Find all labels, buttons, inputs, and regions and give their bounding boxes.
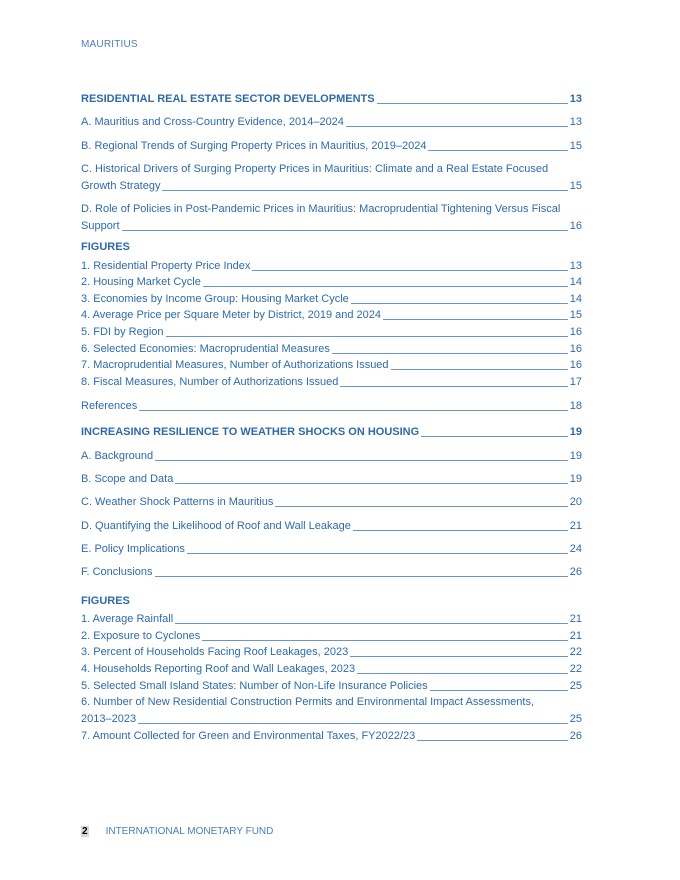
figure-entry[interactable]: 2. Housing Market Cycle 14 xyxy=(81,276,582,288)
figure-entry[interactable]: 7. Amount Collected for Green and Environmental Taxes, FY2022/23 26 xyxy=(81,730,582,742)
figure-entry[interactable]: 4. Average Price per Square Meter by District, 2019 and 2024 15 xyxy=(81,309,582,321)
toc-entry[interactable]: E. Policy Implications 24 xyxy=(81,543,582,555)
references-entry[interactable]: References 18 xyxy=(81,400,582,412)
figure-entry[interactable]: 3. Economies by Income Group: Housing Market Cycle 14 xyxy=(81,293,582,305)
toc-entry[interactable]: A. Mauritius and Cross-Country Evidence, 2014–2024 13 xyxy=(81,116,582,128)
figure-entry[interactable]: 5. Selected Small Island States: Number of Non-Life Insurance Policies 25 xyxy=(81,680,582,692)
toc-entry[interactable]: C. Weather Shock Patterns in Mauritius 20 xyxy=(81,496,582,508)
toc-entry[interactable]: F. Conclusions 26 xyxy=(81,566,582,578)
toc-entry[interactable]: B. Scope and Data 19 xyxy=(81,473,582,485)
toc-section-title[interactable]: RESIDENTIAL REAL ESTATE SECTOR DEVELOPMENTS 13 xyxy=(81,93,582,105)
toc-entry[interactable]: B. Regional Trends of Surging Property Prices in Mauritius, 2019–2024 15 xyxy=(81,140,582,152)
toc-entry[interactable]: C. Historical Drivers of Surging Property Prices in Mauritius: Climate and a Real Estate Focused Growth Strategy 15 xyxy=(81,163,582,192)
figure-entry[interactable]: 2. Exposure to Cyclones 21 xyxy=(81,630,582,642)
figure-entry[interactable]: 4. Households Reporting Roof and Wall Leakages, 2023 22 xyxy=(81,663,582,675)
figures-heading: FIGURES xyxy=(81,241,130,253)
figure-entry[interactable]: 7. Macroprudential Measures, Number of Authorizations Issued 16 xyxy=(81,359,582,371)
figure-entry[interactable]: 3. Percent of Households Facing Roof Leakages, 2023 22 xyxy=(81,646,582,658)
page-number: 2 xyxy=(82,826,88,837)
toc-entry[interactable]: D. Quantifying the Likelihood of Roof and Wall Leakage 21 xyxy=(81,520,582,532)
toc-entry[interactable]: A. Background 19 xyxy=(81,450,582,462)
page-footer xyxy=(81,826,273,837)
figure-entry[interactable]: 6. Number of New Residential Construction Permits and Environmental Impact Assessments, 2013–2023 25 xyxy=(81,696,582,725)
figure-entry[interactable]: 1. Average Rainfall 21 xyxy=(81,613,582,625)
figure-entry[interactable]: 6. Selected Economies: Macroprudential Measures 16 xyxy=(81,343,582,355)
figure-entry[interactable]: 8. Fiscal Measures, Number of Authorizations Issued 17 xyxy=(81,376,582,388)
figures-heading: FIGURES xyxy=(81,595,130,607)
toc-entry[interactable]: D. Role of Policies in Post-Pandemic Prices in Mauritius: Macroprudential Tightening Versus Fiscal Support 16 xyxy=(81,203,582,232)
running-header: MAURITIUS xyxy=(81,39,138,50)
footer-organization: INTERNATIONAL MONETARY FUND xyxy=(105,826,274,837)
figure-entry[interactable]: 5. FDI by Region 16 xyxy=(81,326,582,338)
figure-entry[interactable]: 1. Residential Property Price Index 13 xyxy=(81,260,582,272)
toc-section-title[interactable]: INCREASING RESILIENCE TO WEATHER SHOCKS ON HOUSING 19 xyxy=(81,426,582,438)
